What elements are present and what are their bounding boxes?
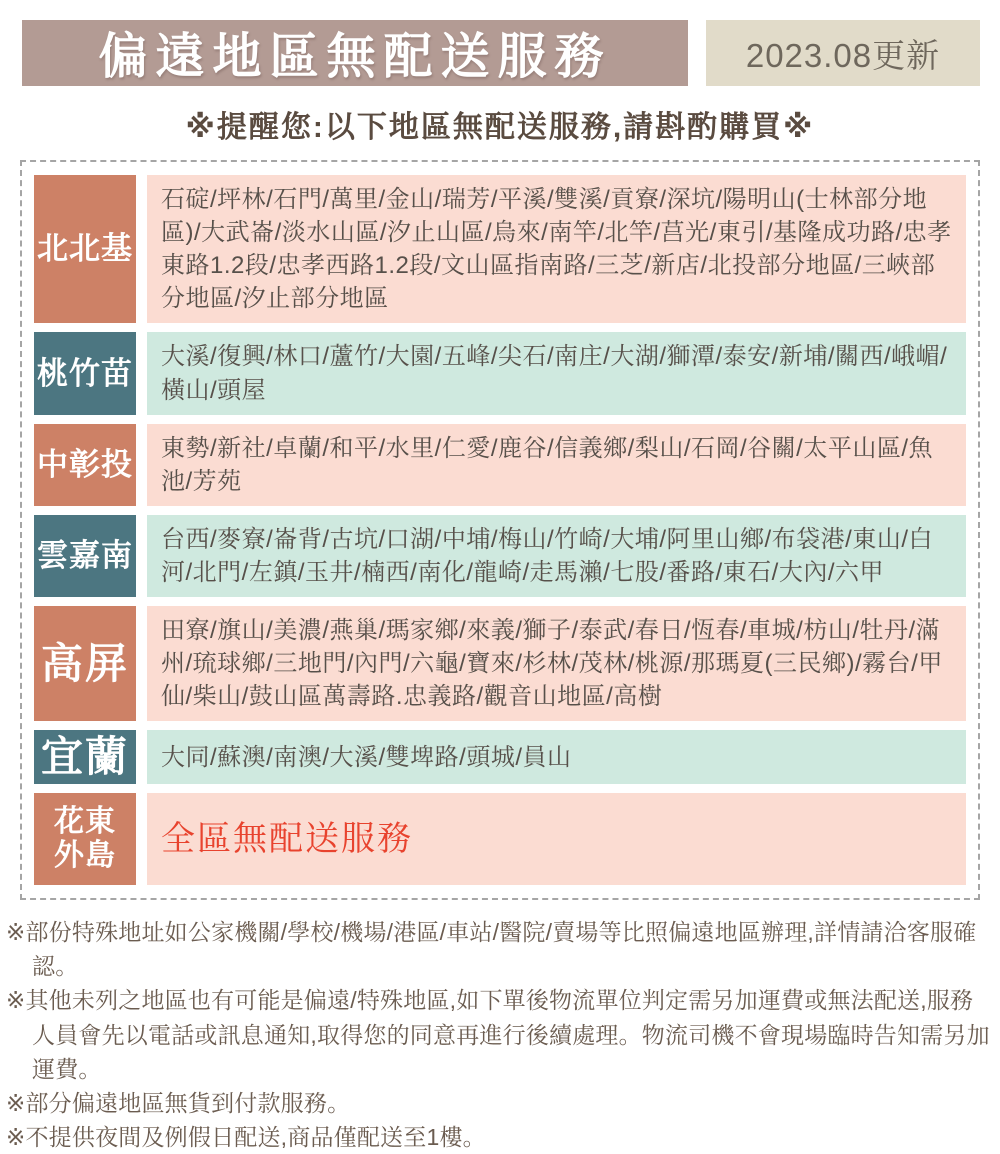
- region-label-yunlin-chiayi-tainan: 雲嘉南: [34, 515, 136, 597]
- footnote-special-address: ※部份特殊地址如公家機關/學校/機場/港區/車站/醫院/賣場等比照偏遠地區辦理,詳情請洽客服確認。: [6, 919, 977, 980]
- table-row-north: [34, 175, 966, 323]
- region-areas-north: 石碇/坪林/石門/萬里/金山/瑞芳/平溪/雙溪/貢寮/深坑/陽明山(士林部分地區)/大武崙/淡水山區/汐止山區/烏來/南竿/北竿/莒光/東引/基隆成功路/忠孝東路1.2段/忠孝西路1.2段/文山區指南路/三芝/新店/北投部分地區/三峽部分地區/汐止部分地區: [147, 175, 966, 323]
- region-areas-yunlin-chiayi-tainan: 台西/麥寮/崙背/古坑/口湖/中埔/梅山/竹崎/大埔/阿里山鄉/布袋港/東山/白河/北門/左鎮/玉井/楠西/南化/龍崎/走馬瀨/七股/番路/東石/大內/六甲: [147, 515, 966, 597]
- region-label-taoyuan-hsinchu-miaoli: 桃竹苗: [34, 332, 136, 414]
- region-areas-yilan: 大同/蘇澳/南澳/大溪/雙埤路/頭城/員山: [147, 730, 966, 784]
- region-label-hualien-taitung-islands: 花東外島: [34, 793, 136, 885]
- no-delivery-region-table: [20, 160, 980, 900]
- table-row-taoyuan-hsinchu-miaoli: [34, 332, 966, 414]
- footnote-no-cod: ※部分偏遠地區無貨到付款服務。: [6, 1089, 351, 1116]
- footnotes: [6, 915, 994, 1153]
- region-label-kaohsiung-pingtung: 高屏: [34, 606, 136, 721]
- footnote-no-night-delivery: ※不提供夜間及例假日配送,商品僅配送至1樓。: [6, 1123, 486, 1150]
- table-row-kaohsiung-pingtung: [34, 606, 966, 721]
- region-areas-taoyuan-hsinchu-miaoli: 大溪/復興/林口/蘆竹/大園/五峰/尖石/南庄/大湖/獅潭/泰安/新埔/關西/峨嵋/橫山/頭屋: [147, 332, 966, 414]
- region-areas-central: 東勢/新社/卓蘭/和平/水里/仁愛/鹿谷/信義鄉/梨山/石岡/谷關/太平山區/魚池/芳苑: [147, 424, 966, 506]
- table-row-yunlin-chiayi-tainan: [34, 515, 966, 597]
- region-label-central: 中彰投: [34, 424, 136, 506]
- page-header: [22, 20, 980, 86]
- page-title: 偏遠地區無配送服務: [22, 20, 688, 86]
- table-row-yilan: [34, 730, 966, 784]
- region-label-north: 北北基: [34, 175, 136, 323]
- region-areas-hualien-taitung-islands: 全區無配送服務: [147, 793, 966, 885]
- region-areas-kaohsiung-pingtung: 田寮/旗山/美濃/燕巢/瑪家鄉/來義/獅子/泰武/春日/恆春/車城/枋山/牡丹/滿州/琉球鄉/三地門/內門/六龜/寶來/杉林/茂林/桃源/那瑪夏(三民鄉)/霧台/甲仙/柴山/鼓山區萬壽路.忠義路/觀音山地區/高樹: [147, 606, 966, 721]
- table-row-central: [34, 424, 966, 506]
- update-date-badge: 2023.08更新: [706, 20, 980, 86]
- reminder-subtitle: ※提醒您:以下地區無配送服務,請斟酌購買※: [185, 111, 815, 144]
- footnote-unlisted-areas: ※其他未列之地區也有可能是偏遠/特殊地區,如下單後物流單位判定需另加運費或無法配送,服務人員會先以電話或訊息通知,取得您的同意再進行後續處理。物流司機不會現場臨時告知需另加運費。: [6, 987, 990, 1082]
- table-row-hualien-taitung-islands: [34, 793, 966, 885]
- region-label-yilan: 宜蘭: [34, 730, 136, 784]
